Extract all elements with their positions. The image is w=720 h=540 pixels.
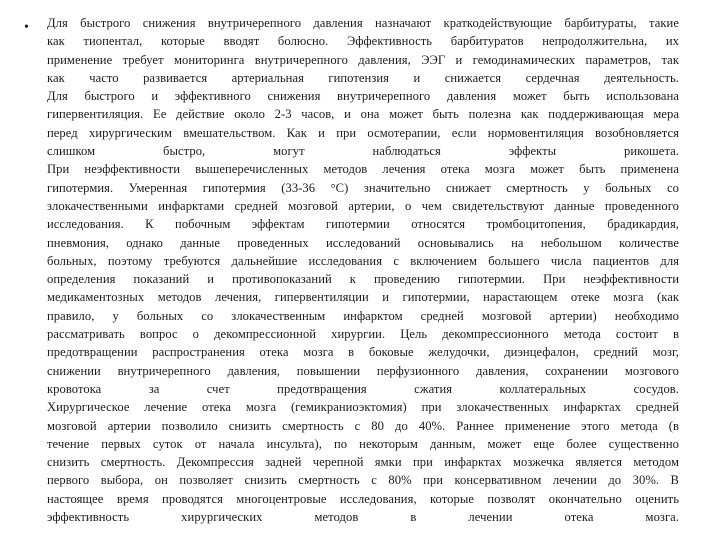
text-line: Для быстрого и эффективного снижения внутричерепного давления может быть использована (47, 89, 679, 104)
text-line: снижении внутричерепного давления, повышении перфузионного давления, сохранении мозгового (47, 363, 679, 378)
text-line: рассматривать вопрос о декомпрессионной хирургии. Цель декомпрессионного метода состоит в (47, 327, 679, 342)
body-text (47, 14, 679, 526)
text-line: кровотока за счет предотвращения сжатия коллатеральных сосудов. (47, 381, 679, 396)
text-line: слишком быстро, могут наблюдаться эффекты рикошета. (47, 144, 679, 159)
text-line: определения показаний и противопоказаний к проведению гипотермии. При неэффективности (47, 272, 679, 287)
text-line: перед хирургическим вмешательством. Как и при осмотерапии, если нормовентиляция возобновляется (47, 125, 679, 140)
text-line: правило, у больных со злокачественным инфарктом средней мозговой артерии) необходимо (47, 308, 679, 323)
text-line: предотвращении распространения отека мозга в боковые желудочки, диэнцефалон, средний мозг, (47, 345, 679, 360)
text-line: течение первых суток от начала инсульта), по некоторым данным, может еще более существенно (47, 436, 679, 451)
text-line: злокачественными инфарктами средней мозговой артерии, о чем свидетельствуют данные проведенного (47, 198, 679, 213)
text-line: При неэффективности вышеперечисленных методов лечения отека мозга может быть применена (47, 162, 679, 177)
text-line: как часто развивается артериальная гипотензия и снижается сердечная деятельность. (47, 70, 679, 85)
text-line: медикаментозных методов лечения, гипервентиляции и гипотермии, нарастающем отеке мозга (как (47, 290, 679, 305)
text-line: настоящее время проводятся многоцентровые исследования, которые позволят окончательно оценить (47, 491, 679, 506)
bullet-marker: • (24, 20, 29, 35)
text-line: больных, поэтому требуются дальнейшие исследования с включением большего числа пациентов для (47, 253, 679, 268)
text-line: гипервентиляция. Ее действие около 2-3 часов, и она может быть полезна как поддерживающая мера (47, 107, 679, 122)
text-line: снизить смертность. Декомпрессия задней черепной ямки при инфарктах мозжечка является методом (47, 455, 679, 470)
text-line: применение требует мониторинга внутричерепного давления, ЭЭГ и гемодинамических параметров, так (47, 52, 679, 67)
text-line: первого выбора, он позволяет снизить смертность с 80% при консервативном лечении до 30%. В (47, 473, 679, 488)
text-line: как тиопентал, которые вводят болюсно. Эффективность барбитуратов непродолжительна, их (47, 34, 679, 49)
text-line: Хирургическое лечение отека мозга (гемикраниоэктомия) при злокачественных инфарктах средней (47, 400, 679, 415)
text-line: исследования. К побочным эффектам гипотермии относятся тромбоцитопения, брадикардия, (47, 217, 679, 232)
text-line: гипотермия. Умеренная гипотермия (33-36 °С) значительно снижает смертность у больных со (47, 180, 679, 195)
text-line: Для быстрого снижения внутричерепного давления назначают краткодействующие барбитураты, такие (47, 16, 679, 30)
text-line: мозговой артерии позволило снизить смертность с 80 до 40%. Раннее применение этого метода (в (47, 418, 679, 433)
text-line: эффективность хирургических методов в лечении отека мозга. (47, 510, 679, 525)
text-line: пневмония, однако данные проведенных исследований основывались на небольшом количестве (47, 235, 679, 250)
